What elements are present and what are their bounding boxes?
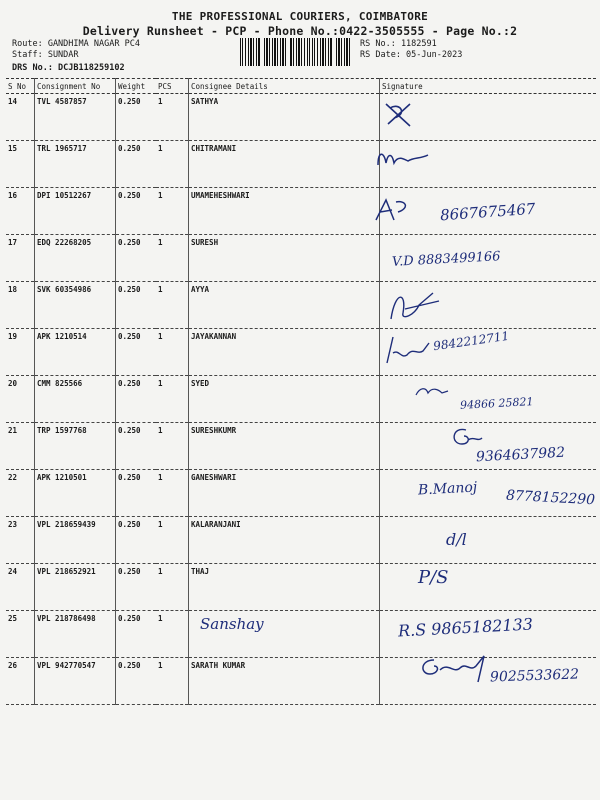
cell-cons: VPL 218652921 [35, 564, 116, 611]
signature-18 [385, 285, 445, 325]
table-row [6, 564, 596, 611]
route-label: Route: GANDHIMA NAGAR PC4 [12, 39, 140, 49]
cell-name: SYED [189, 376, 380, 423]
cell-sno: 16 [6, 188, 35, 235]
col-pcs: PCS [156, 79, 189, 94]
cell-sno: 23 [6, 517, 35, 564]
cell-sno: 20 [6, 376, 35, 423]
cell-name: UMAMEHESHWARI [189, 188, 380, 235]
cell-name: AYYA [189, 282, 380, 329]
handwritten-sig-23: d/l [446, 530, 467, 549]
signature-26 [418, 652, 498, 692]
cell-name: CHITRAMANI [189, 141, 380, 188]
cell-pcs: 1 [156, 188, 189, 235]
cell-sno: 15 [6, 141, 35, 188]
cell-cons: SVK 60354986 [35, 282, 116, 329]
cell-name: GANESHWARI [189, 470, 380, 517]
staff-label: Staff: SUNDAR [12, 50, 79, 60]
signature-16 [372, 196, 416, 224]
cell-cons: TRL 1965717 [35, 141, 116, 188]
signature-14 [380, 100, 420, 130]
cell-pcs: 1 [156, 470, 189, 517]
cell-cons: CMM 825566 [35, 376, 116, 423]
table-row [6, 141, 596, 188]
signature-20 [412, 383, 452, 399]
cell-name: JAYAKANNAN [189, 329, 380, 376]
cell-weight: 0.250 [116, 94, 157, 141]
cell-pcs: 1 [156, 564, 189, 611]
cell-cons: VPL 942770547 [35, 658, 116, 705]
cell-cons: TVL 4587857 [35, 94, 116, 141]
cell-sno: 22 [6, 470, 35, 517]
cell-sno: 17 [6, 235, 35, 282]
handwritten-name-22: B.Manoj [417, 479, 478, 499]
col-consignee: Consignee Details [189, 79, 380, 94]
cell-weight: 0.250 [116, 329, 157, 376]
cell-weight: 0.250 [116, 235, 157, 282]
cell-pcs: 1 [156, 329, 189, 376]
cell-weight: 0.250 [116, 141, 157, 188]
handwritten-phone-21: 9364637982 [475, 444, 566, 466]
cell-pcs: 1 [156, 658, 189, 705]
cell-name: THAJ [189, 564, 380, 611]
cell-weight: 0.250 [116, 188, 157, 235]
cell-weight: 0.250 [116, 564, 157, 611]
cell-cons: VPL 218659439 [35, 517, 116, 564]
cell-pcs: 1 [156, 517, 189, 564]
cell-pcs: 1 [156, 611, 189, 658]
cell-signature [380, 517, 597, 564]
cell-cons: VPL 218786498 [35, 611, 116, 658]
cell-cons: APK 1210514 [35, 329, 116, 376]
runsheet-subtitle: Delivery Runsheet - PCP - Phone No.:0422-3505555 - Page No.:2 [82, 24, 518, 38]
cell-pcs: 1 [156, 141, 189, 188]
handwritten-phone-19: 9842212711 [432, 328, 510, 354]
cell-signature [380, 564, 597, 611]
signature-15 [374, 145, 434, 171]
handwritten-phone-17: V.D 8883499166 [391, 249, 501, 270]
rs-number: RS No.: 1182591 [360, 39, 437, 49]
handwritten-name-25: Sanshay [200, 615, 264, 633]
handwritten-phone-25: R.S 9865182133 [397, 614, 534, 641]
signature-21 [446, 424, 486, 450]
cell-cons: APK 1210501 [35, 470, 116, 517]
cell-sno: 26 [6, 658, 35, 705]
handwritten-phone-16: 8667675467 [439, 199, 536, 225]
barcode-gaps [240, 38, 352, 66]
cell-name: SARATH KUMAR [189, 658, 380, 705]
col-weight: Weight [116, 79, 157, 94]
handwritten-phone-26: 9025533622 [489, 666, 580, 686]
cell-pcs: 1 [156, 235, 189, 282]
cell-weight: 0.250 [116, 282, 157, 329]
col-signature: Signature [380, 79, 597, 94]
cell-name: SURESHKUMR [189, 423, 380, 470]
cell-pcs: 1 [156, 423, 189, 470]
cell-name: SURESH [189, 235, 380, 282]
cell-pcs: 1 [156, 94, 189, 141]
drs-number: DRS No.: DCJB118259102 [12, 63, 125, 73]
cell-sno: 21 [6, 423, 35, 470]
runsheet-table [6, 78, 596, 705]
cell-cons: EDQ 22268205 [35, 235, 116, 282]
table-header-row [6, 79, 596, 94]
table-row [6, 282, 596, 329]
cell-sno: 18 [6, 282, 35, 329]
handwritten-phone-20: 94866 25821 [459, 395, 534, 412]
table-row [6, 517, 596, 564]
cell-cons: DPI 10512267 [35, 188, 116, 235]
cell-name: SATHYA [189, 94, 380, 141]
cell-pcs: 1 [156, 376, 189, 423]
cell-pcs: 1 [156, 282, 189, 329]
cell-weight: 0.250 [116, 376, 157, 423]
table-row [6, 235, 596, 282]
cell-sno: 14 [6, 94, 35, 141]
company-title: THE PROFESSIONAL COURIERS, COIMBATORE [171, 10, 429, 23]
handwritten-phone-22: 8778152290 [505, 487, 596, 509]
cell-weight: 0.250 [116, 423, 157, 470]
cell-weight: 0.250 [116, 517, 157, 564]
cell-weight: 0.250 [116, 658, 157, 705]
cell-cons: TRP 1597768 [35, 423, 116, 470]
cell-sno: 19 [6, 329, 35, 376]
rs-date: RS Date: 05-Jun-2023 [360, 50, 463, 60]
table-row [6, 94, 596, 141]
cell-sno: 24 [6, 564, 35, 611]
signature-19 [383, 333, 433, 369]
cell-name: KALARANJANI [189, 517, 380, 564]
col-sno: S No [6, 79, 35, 94]
handwritten-sig-24: P/S [418, 567, 449, 588]
col-consignment: Consignment No [35, 79, 116, 94]
cell-weight: 0.250 [116, 470, 157, 517]
cell-sno: 25 [6, 611, 35, 658]
cell-weight: 0.250 [116, 611, 157, 658]
